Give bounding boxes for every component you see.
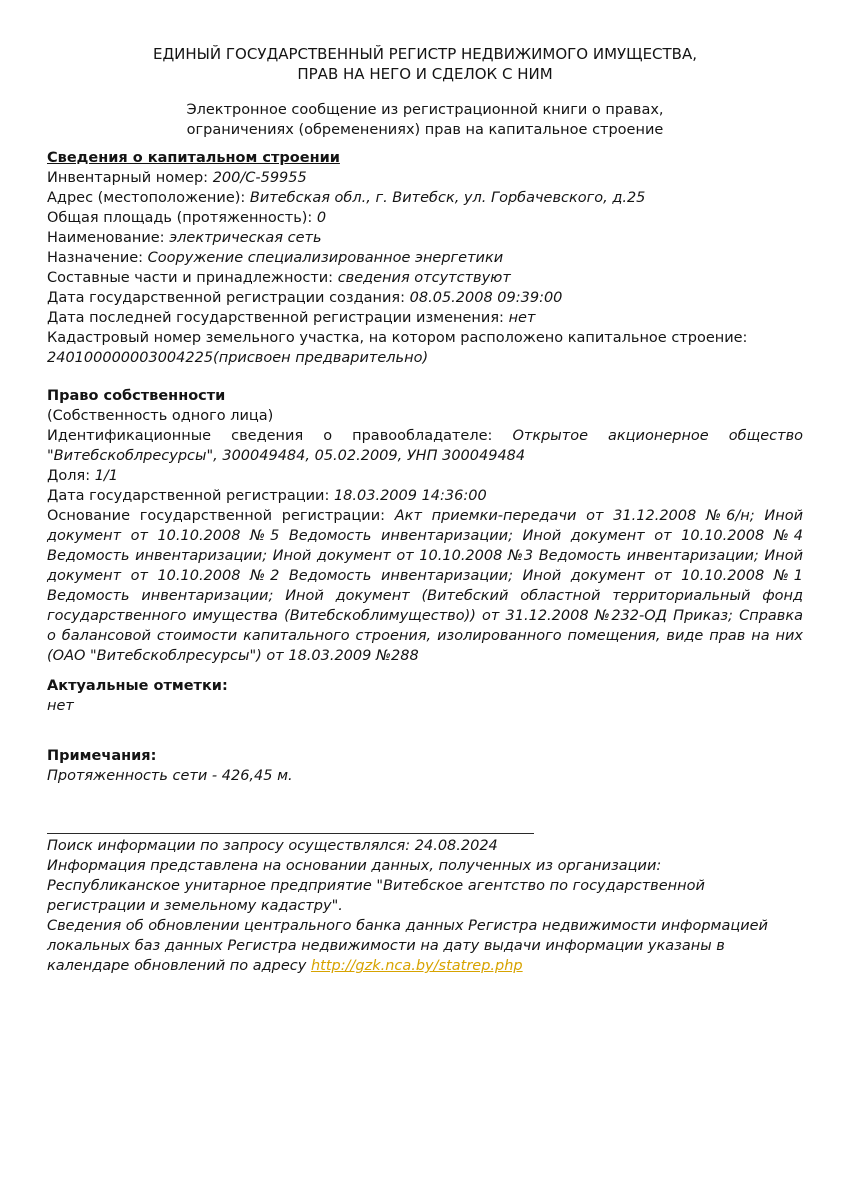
field-value: Акт приемки-передачи от 31.12.2008 №6/н; Иной документ от 10.10.2008 №5 Ведомость инвентаризации; Иной документ от 10.10.2008 №4 Ведомость инвентаризации; Иной документ от 10.10.2008 №3 Ведомость инвентаризации; Иной документ от 10.10.2008 №2 Ведомость инвентаризации; Иной документ от 10.10.2008 №1 Ведомость инвентаризации; Иной документ (Витебский областной территориальный фонд государственного имущества (Витебскоблимущество)) от 31.12.2008 №232-ОД Приказ; Справка о балансовой стоимости капитального строения, изолированного помещения, виде прав на них (ОАО "Витебскоблресурсы") от 18.03.2009 №288 xyxy=(47,508,803,664)
footer-info-source-line: Информация представлена на основании данных, полученных из организации: xyxy=(47,858,662,874)
section-building-info xyxy=(47,148,803,368)
footer-search-date-line: Поиск информации по запросу осуществлялся: 24.08.2024 xyxy=(47,838,498,854)
statrep-calendar-link[interactable]: http://gzk.nca.by/statrep.php xyxy=(310,958,523,974)
field-label: Основание государственной регистрации: xyxy=(47,508,395,524)
field-state-reg-date xyxy=(47,486,803,506)
marks-section-heading: Актуальные отметки: xyxy=(47,678,228,694)
field-inventory-number xyxy=(47,168,803,188)
field-label: Инвентарный номер: xyxy=(47,170,213,186)
field-value: 200/C-59955 xyxy=(212,170,307,186)
field-cadastral-number-value: 240100000003004225(присвоен предварительно) xyxy=(47,350,429,366)
footer-update-text: Сведения об обновлении центрального банка данных Регистра недвижимости информацией локальных баз данных Регистра недвижимости на дату выдачи информации указаны в календаре обновлений по адресу xyxy=(47,918,768,974)
field-value: сведения отсутствуют xyxy=(337,270,511,286)
ownership-section-heading: Право собственности xyxy=(47,388,226,404)
document-subtitle xyxy=(47,100,803,140)
field-value: 08.05.2008 09:39:00 xyxy=(409,290,563,306)
register-title-line1: ЕДИНЫЙ ГОСУДАРСТВЕННЫЙ РЕГИСТР НЕДВИЖИМОГО ИМУЩЕСТВА, xyxy=(152,45,698,63)
field-label: Доля: xyxy=(47,468,95,484)
footer-organization-line: Республиканское унитарное предприятие "Витебское агентство по государственной регистрации и земельному кадастру". xyxy=(47,878,705,914)
notes-section-heading: Примечания: xyxy=(47,748,157,764)
field-total-area xyxy=(47,208,803,228)
ownership-type: (Собственность одного лица) xyxy=(47,408,274,424)
field-label: Дата государственной регистрации создания: xyxy=(47,290,410,306)
field-name xyxy=(47,228,803,248)
field-label: Назначение: xyxy=(47,250,148,266)
notes-value: Протяженность сети - 426,45 м. xyxy=(47,768,293,784)
field-address xyxy=(47,188,803,208)
register-title-line2: ПРАВ НА НЕГО И СДЕЛОК С НИМ xyxy=(297,65,553,83)
field-rights-holder xyxy=(47,426,803,466)
footer-update-paragraph xyxy=(47,916,803,976)
document-subtitle-line1: Электронное сообщение из регистрационной книги о правах, xyxy=(186,102,664,118)
field-value: нет xyxy=(508,310,536,326)
section-actual-marks xyxy=(47,676,803,716)
field-components xyxy=(47,268,803,288)
field-value: 0 xyxy=(316,210,327,226)
field-label: Дата государственной регистрации: xyxy=(47,488,334,504)
field-value: электрическая сеть xyxy=(169,230,322,246)
section-notes xyxy=(47,746,803,786)
field-label: Адрес (местоположение): xyxy=(47,190,250,206)
field-label: Наименование: xyxy=(47,230,170,246)
field-cadastral-number-label: Кадастровый номер земельного участка, на котором расположено капитальное строение: xyxy=(47,330,748,346)
field-label: Дата последней государственной регистрации изменения: xyxy=(47,310,509,326)
section-ownership-right xyxy=(47,386,803,666)
field-label: Составные части и принадлежности: xyxy=(47,270,338,286)
field-label: Общая площадь (протяженность): xyxy=(47,210,317,226)
document-subtitle-line2: ограничениях (обременениях) прав на капитальное строение xyxy=(186,122,664,138)
field-value: Витебская обл., г. Витебск, ул. Горбачевского, д.25 xyxy=(249,190,646,206)
field-label: Идентификационные сведения о правообладателе: xyxy=(47,428,513,444)
field-value: Сооружение специализированное энергетики xyxy=(147,250,504,266)
field-purpose xyxy=(47,248,803,268)
field-value: 18.03.2009 14:36:00 xyxy=(333,488,487,504)
marks-value: нет xyxy=(47,698,74,714)
footer-separator-line xyxy=(47,833,534,834)
document-footer xyxy=(47,836,803,976)
field-share xyxy=(47,466,803,486)
field-creation-reg-date xyxy=(47,288,803,308)
field-registration-basis xyxy=(47,506,803,666)
field-last-change-reg-date xyxy=(47,308,803,328)
field-value: 1/1 xyxy=(94,468,119,484)
field-value: Открытое акционерное общество "Витебскоблресурсы", 300049484, 05.02.2009, УНП 300049484 xyxy=(47,428,803,464)
register-title xyxy=(47,44,803,84)
building-section-heading: Сведения о капитальном строении xyxy=(47,150,340,166)
